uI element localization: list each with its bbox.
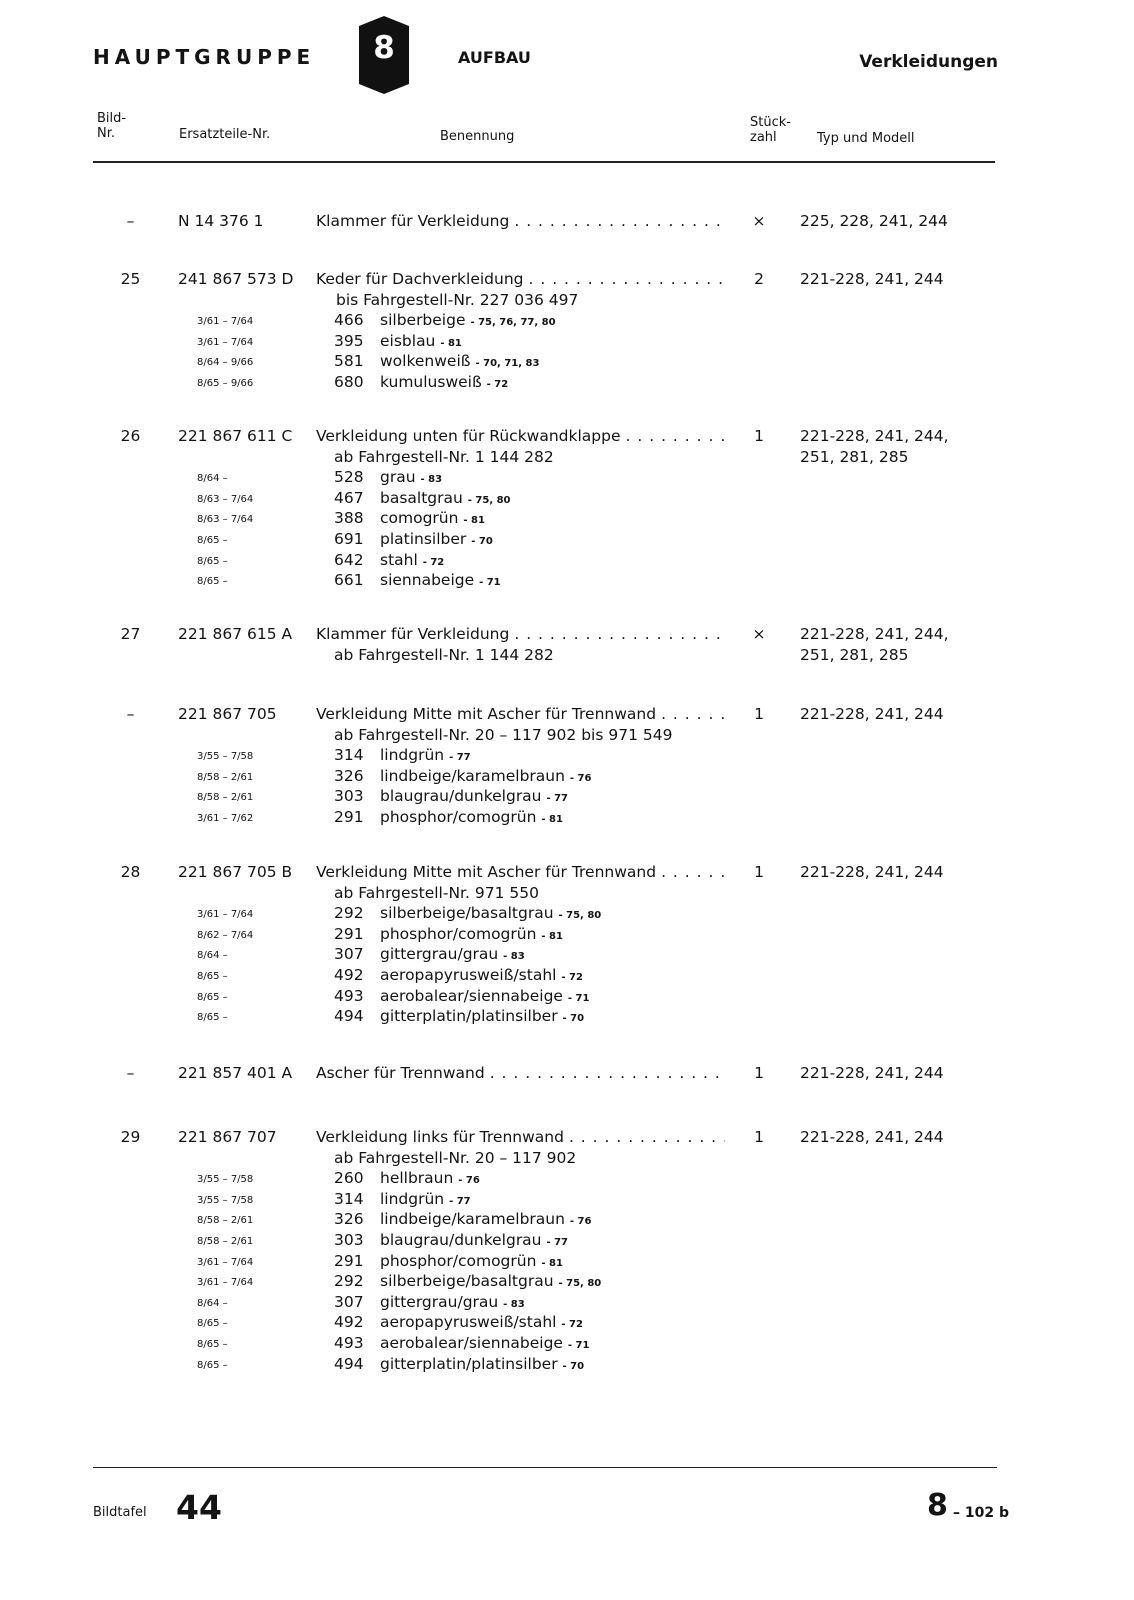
footer-page-number: 8: [927, 1488, 948, 1523]
color-variant-row: [0, 945, 1134, 966]
color-name: silberbeige: [380, 311, 466, 330]
color-name: lindbeige/karamelbraun: [380, 766, 565, 785]
color-name: phosphor/comogrün: [380, 924, 537, 943]
column-header-stueckzahl: [750, 115, 791, 145]
model-codes: - 76: [569, 772, 592, 784]
color-name: aerobalear/siennabeige: [380, 986, 563, 1005]
model-codes: - 70: [562, 1360, 585, 1372]
entry-main-line: [0, 863, 1134, 884]
bild-nr: 27: [120, 625, 141, 643]
color-name: platinsilber: [380, 529, 467, 548]
production-date: 8/58 – 2/61: [197, 792, 254, 804]
model-codes: - 77: [546, 1236, 569, 1248]
model-codes: - 77: [449, 1195, 471, 1207]
header-rule: [93, 161, 995, 163]
model-codes: - 72: [422, 556, 445, 568]
quantity: 1: [754, 1128, 764, 1146]
production-date: 3/55 – 7/58: [197, 1194, 254, 1206]
leader-dots: [529, 270, 726, 288]
color-name: stahl: [380, 550, 418, 569]
color-name: aerobalear/siennabeige: [380, 1333, 563, 1352]
entry-description: [316, 427, 725, 445]
production-date: 3/55 – 7/58: [197, 751, 254, 763]
model-types: 221-228, 241, 244: [800, 705, 944, 723]
color-name: phosphor/comogrün: [380, 1251, 537, 1270]
part-number: 221 867 707: [178, 1128, 277, 1146]
entry-main-line: [0, 427, 1134, 448]
production-date: 3/61 – 7/64: [197, 336, 254, 348]
color-name-group: [380, 1169, 480, 1187]
production-date: 8/65 –: [197, 1359, 228, 1371]
production-date: 3/61 – 7/64: [197, 316, 254, 328]
part-number: 221 867 705 B: [178, 863, 293, 881]
chassis-range: ab Fahrgestell-Nr. 971 550: [334, 883, 539, 902]
quantity: 1: [754, 705, 764, 723]
model-codes: - 72: [561, 971, 583, 983]
production-date: 8/64 –: [197, 473, 228, 485]
quantity: ×: [752, 212, 766, 230]
parts-entry: [0, 863, 1134, 1028]
quantity: 1: [754, 863, 764, 881]
color-name-group: [380, 571, 501, 589]
color-variant-row: [0, 1313, 1134, 1334]
quantity: 2: [754, 270, 764, 288]
model-types: 221-228, 241, 244: [800, 1128, 944, 1146]
group-number: 8: [373, 30, 395, 66]
model-codes: - 83: [503, 1298, 525, 1310]
bild-nr: 28: [120, 863, 141, 881]
parts-entry: [0, 270, 1134, 394]
model-codes: - 70, 71, 83: [475, 358, 540, 370]
entry-description: [316, 863, 725, 881]
model-types: 225, 228, 241, 244: [800, 212, 948, 230]
bild-nr: 26: [120, 427, 141, 445]
color-variant-row: [0, 925, 1134, 946]
entry-main-line: [0, 270, 1134, 291]
color-name-group: [380, 1355, 584, 1373]
model-codes: - 83: [420, 474, 443, 486]
entry-detail-line: [0, 448, 1134, 469]
column-header-typ-modell: Typ und Modell: [817, 131, 915, 146]
color-code: 494: [334, 1354, 364, 1373]
model-codes: - 83: [503, 951, 525, 963]
model-types: 221-228, 241, 244: [800, 270, 944, 288]
color-name-group: [380, 551, 444, 569]
description-text: Klammer für Verkleidung: [316, 625, 510, 643]
color-variant-row: [0, 767, 1134, 788]
color-name: phosphor/comogrün: [380, 807, 537, 826]
color-code: 494: [334, 1007, 364, 1026]
leader-dots: [569, 1128, 725, 1146]
description-text: Verkleidung unten für Rückwandklappe: [316, 427, 621, 445]
color-name: blaugrau/dunkelgrau: [380, 1230, 542, 1249]
color-code: 292: [334, 1272, 364, 1291]
description-text: Klammer für Verkleidung: [316, 212, 510, 230]
color-variant-row: [0, 311, 1134, 332]
description-text: Verkleidung links für Trennwand: [316, 1128, 564, 1146]
color-name-group: [380, 808, 563, 826]
color-variant-row: [0, 332, 1134, 353]
color-name-group: [380, 767, 591, 785]
production-date: 8/65 –: [197, 991, 228, 1003]
production-date: 8/64 –: [197, 1297, 228, 1309]
color-code: 291: [334, 1251, 364, 1270]
color-name-group: [380, 904, 601, 922]
production-date: 8/58 – 2/61: [197, 1215, 254, 1227]
production-date: 3/61 – 7/62: [197, 812, 254, 824]
model-codes: - 76: [569, 1216, 592, 1228]
color-name: blaugrau/dunkelgrau: [380, 787, 542, 806]
model-codes: - 75, 80: [558, 910, 602, 922]
leader-dots: [626, 427, 725, 445]
quantity: ×: [752, 625, 766, 643]
color-code: 661: [334, 571, 364, 590]
model-codes: - 81: [541, 1257, 563, 1269]
color-name-group: [380, 332, 462, 350]
color-name-group: [380, 945, 525, 963]
bild-nr: –: [126, 705, 135, 723]
color-name: grau: [380, 468, 416, 487]
model-codes: - 81: [463, 515, 485, 527]
color-name-group: [380, 1252, 563, 1270]
color-code: 492: [334, 1313, 364, 1332]
color-variant-row: [0, 1334, 1134, 1355]
entry-main-line: [0, 212, 1134, 233]
color-variant-row: [0, 530, 1134, 551]
color-variant-row: [0, 787, 1134, 808]
quantity: 1: [754, 427, 764, 445]
color-code: 314: [334, 1189, 364, 1208]
model-types: 221-228, 241, 244: [800, 1064, 944, 1082]
color-variant-row: [0, 1293, 1134, 1314]
footer-page-suffix: – 102 b: [953, 1505, 1009, 1521]
entry-main-line: [0, 1064, 1134, 1085]
production-date: 8/58 – 2/61: [197, 771, 254, 783]
color-name-group: [380, 311, 556, 329]
entry-detail-line: [0, 291, 1134, 312]
parts-entry: [0, 625, 1134, 666]
page-title: HAUPTGRUPPE: [93, 45, 316, 69]
color-code: 260: [334, 1169, 364, 1188]
color-name-group: [380, 925, 563, 943]
description-text: Verkleidung Mitte mit Ascher für Trennwand: [316, 705, 657, 723]
part-number: 221 867 611 C: [178, 427, 293, 445]
production-date: 8/64 –: [197, 950, 228, 962]
production-date: 8/65 –: [197, 1012, 228, 1024]
color-name-group: [380, 509, 485, 527]
entry-main-line: [0, 625, 1134, 646]
bild-nr: 25: [120, 270, 141, 288]
chassis-range: bis Fahrgestell-Nr. 227 036 497: [336, 290, 579, 309]
production-date: 8/65 –: [197, 1338, 228, 1350]
color-variant-row: [0, 987, 1134, 1008]
color-code: 291: [334, 924, 364, 943]
production-date: 8/65 – 9/66: [197, 377, 254, 389]
parts-entry: [0, 1128, 1134, 1375]
model-codes: - 70: [562, 1013, 585, 1025]
color-code: 314: [334, 746, 364, 765]
production-date: 8/63 – 7/64: [197, 493, 254, 505]
production-date: 8/65 –: [197, 555, 228, 567]
entry-description: [316, 1064, 725, 1082]
color-name: silberbeige/basaltgrau: [380, 1272, 554, 1291]
color-code: 493: [334, 986, 364, 1005]
color-name-group: [380, 1334, 589, 1352]
color-variant-row: [0, 509, 1134, 530]
color-name-group: [380, 966, 583, 984]
description-text: Verkleidung Mitte mit Ascher für Trennwand: [316, 863, 657, 881]
model-codes: - 75, 76, 77, 80: [470, 317, 556, 329]
color-name-group: [380, 1313, 583, 1331]
color-name-group: [380, 1007, 584, 1025]
color-name: gittergrau/grau: [380, 945, 499, 964]
model-codes: - 71: [567, 992, 590, 1004]
color-code: 691: [334, 529, 364, 548]
color-variant-row: [0, 1210, 1134, 1231]
leader-dots: [661, 863, 725, 881]
bild-nr: –: [126, 212, 135, 230]
entry-description: [316, 705, 725, 723]
column-header-bild-nr-text: Bild- Nr.: [97, 111, 127, 141]
model-codes: - 75, 80: [558, 1278, 602, 1290]
group-subtitle: AUFBAU: [458, 48, 531, 67]
leader-dots: [661, 705, 725, 723]
color-name-group: [380, 373, 508, 391]
color-variant-row: [0, 1355, 1134, 1376]
entry-description: [316, 1128, 725, 1146]
entry-main-line: [0, 705, 1134, 726]
color-name-group: [380, 746, 471, 764]
color-code: 303: [334, 1230, 364, 1249]
leader-dots: [514, 625, 725, 643]
model-types: 221-228, 241, 244,: [800, 427, 949, 445]
entry-detail-line: [0, 884, 1134, 905]
color-name-group: [380, 1231, 568, 1249]
model-codes: - 77: [546, 793, 569, 805]
parts-entry: [0, 212, 1134, 233]
model-types: 251, 281, 285: [800, 645, 909, 664]
color-name-group: [380, 489, 511, 507]
parts-entry: [0, 427, 1134, 592]
color-name: siennabeige: [380, 571, 475, 590]
production-date: 3/61 – 7/64: [197, 909, 254, 921]
color-name-group: [380, 1190, 471, 1208]
entry-detail-line: [0, 646, 1134, 667]
color-code: 326: [334, 766, 364, 785]
color-variant-row: [0, 571, 1134, 592]
chassis-range: ab Fahrgestell-Nr. 20 – 117 902: [334, 1148, 577, 1167]
entry-detail-line: [0, 1149, 1134, 1170]
entry-main-line: [0, 1128, 1134, 1149]
entry-description: [316, 212, 725, 230]
color-code: 292: [334, 904, 364, 923]
color-variant-row: [0, 966, 1134, 987]
color-name: aeropapyrusweiß/stahl: [380, 965, 557, 984]
color-code: 466: [334, 311, 364, 330]
column-header-bild-nr: [97, 111, 126, 141]
column-header-ersatzteile-nr: Ersatzteile-Nr.: [179, 127, 271, 142]
part-number: 221 867 615 A: [178, 625, 293, 643]
production-date: 8/58 – 2/61: [197, 1235, 254, 1247]
color-name: hellbraun: [380, 1169, 454, 1188]
color-variant-row: [0, 551, 1134, 572]
parts-entry: [0, 1064, 1134, 1085]
column-header-benennung: Benennung: [440, 129, 515, 144]
production-date: 3/61 – 7/64: [197, 1256, 254, 1268]
color-code: 326: [334, 1210, 364, 1229]
color-name-group: [380, 1272, 601, 1290]
entry-description: [316, 270, 725, 288]
part-number: 221 857 401 A: [178, 1064, 293, 1082]
color-name-group: [380, 987, 589, 1005]
color-name: aeropapyrusweiß/stahl: [380, 1313, 557, 1332]
color-code: 492: [334, 965, 364, 984]
footer-bildtafel-label: Bildtafel: [93, 1505, 147, 1520]
parts-entry: [0, 705, 1134, 829]
color-name: lindbeige/karamelbraun: [380, 1210, 565, 1229]
color-code: 493: [334, 1333, 364, 1352]
production-date: 8/64 – 9/66: [197, 357, 254, 369]
color-code: 642: [334, 550, 364, 569]
color-name: gittergrau/grau: [380, 1292, 499, 1311]
footer-rule: [93, 1467, 997, 1468]
color-name: kumulusweiß: [380, 372, 482, 391]
color-name: gitterplatin/platinsilber: [380, 1354, 558, 1373]
color-variant-row: [0, 808, 1134, 829]
part-number: N 14 376 1: [178, 212, 264, 230]
color-variant-row: [0, 373, 1134, 394]
model-codes: - 81: [440, 337, 462, 349]
part-number: 241 867 573 D: [178, 270, 294, 288]
production-date: 8/65 –: [197, 970, 228, 982]
model-codes: - 72: [486, 378, 509, 390]
model-codes: - 70: [471, 535, 493, 547]
color-variant-row: [0, 489, 1134, 510]
production-date: 3/55 – 7/58: [197, 1174, 254, 1186]
color-name: wolkenweiß: [380, 352, 471, 371]
description-text: Ascher für Trennwand: [316, 1064, 485, 1082]
color-name-group: [380, 1293, 525, 1311]
color-code: 303: [334, 787, 364, 806]
color-name-group: [380, 352, 539, 370]
model-types: 251, 281, 285: [800, 447, 909, 466]
color-code: 388: [334, 509, 364, 528]
model-codes: - 71: [479, 577, 501, 589]
production-date: 8/65 –: [197, 576, 228, 588]
quantity: 1: [754, 1064, 764, 1082]
model-codes: - 71: [567, 1339, 590, 1351]
color-variant-row: [0, 1231, 1134, 1252]
production-date: 3/61 – 7/64: [197, 1277, 254, 1289]
chassis-range: ab Fahrgestell-Nr. 20 – 117 902 bis 971 549: [334, 725, 673, 744]
color-code: 395: [334, 331, 364, 350]
leader-dots: [514, 212, 725, 230]
color-name-group: [380, 468, 442, 486]
entry-description: [316, 625, 725, 643]
color-code: 307: [334, 1292, 364, 1311]
production-date: 8/65 –: [197, 1318, 228, 1330]
leader-dots: [490, 1064, 725, 1082]
production-date: 8/62 – 7/64: [197, 929, 254, 941]
color-variant-row: [0, 1252, 1134, 1273]
color-code: 291: [334, 807, 364, 826]
production-date: 8/63 – 7/64: [197, 514, 254, 526]
color-name: silberbeige/basaltgrau: [380, 904, 554, 923]
color-variant-row: [0, 1190, 1134, 1211]
model-codes: - 75, 80: [467, 494, 511, 506]
model-codes: - 81: [541, 813, 563, 825]
color-name-group: [380, 787, 568, 805]
model-codes: - 72: [561, 1319, 583, 1331]
footer-bildtafel-number: 44: [176, 1488, 222, 1527]
description-text: Keder für Dachverkleidung: [316, 270, 524, 288]
color-variant-row: [0, 1169, 1134, 1190]
color-code: 528: [334, 468, 364, 487]
model-codes: - 76: [458, 1175, 480, 1187]
color-name: gitterplatin/platinsilber: [380, 1007, 558, 1026]
section-title: Verkleidungen: [859, 52, 998, 72]
color-variant-row: [0, 352, 1134, 373]
color-code: 467: [334, 488, 364, 507]
color-variant-row: [0, 1272, 1134, 1293]
production-date: 8/65 –: [197, 534, 228, 546]
color-variant-row: [0, 746, 1134, 767]
color-variant-row: [0, 1007, 1134, 1028]
part-number: 221 867 705: [178, 705, 277, 723]
color-code: 680: [334, 372, 364, 391]
bild-nr: 29: [120, 1128, 141, 1146]
model-codes: - 77: [449, 752, 471, 764]
column-header-stueckzahl-text: Stück- zahl: [750, 115, 791, 145]
color-name: eisblau: [380, 331, 436, 350]
entry-detail-line: [0, 726, 1134, 747]
color-name: comogrün: [380, 509, 459, 528]
chassis-range: ab Fahrgestell-Nr. 1 144 282: [334, 645, 554, 664]
chassis-range: ab Fahrgestell-Nr. 1 144 282: [334, 447, 554, 466]
color-code: 581: [334, 352, 364, 371]
color-name-group: [380, 530, 493, 548]
model-types: 221-228, 241, 244,: [800, 625, 949, 643]
color-variant-row: [0, 468, 1134, 489]
color-name: lindgrün: [380, 1189, 445, 1208]
color-name-group: [380, 1210, 591, 1228]
model-codes: - 81: [541, 930, 563, 942]
color-variant-row: [0, 904, 1134, 925]
bild-nr: –: [126, 1064, 135, 1082]
color-name: lindgrün: [380, 746, 445, 765]
color-code: 307: [334, 945, 364, 964]
color-name: basaltgrau: [380, 488, 463, 507]
model-types: 221-228, 241, 244: [800, 863, 944, 881]
